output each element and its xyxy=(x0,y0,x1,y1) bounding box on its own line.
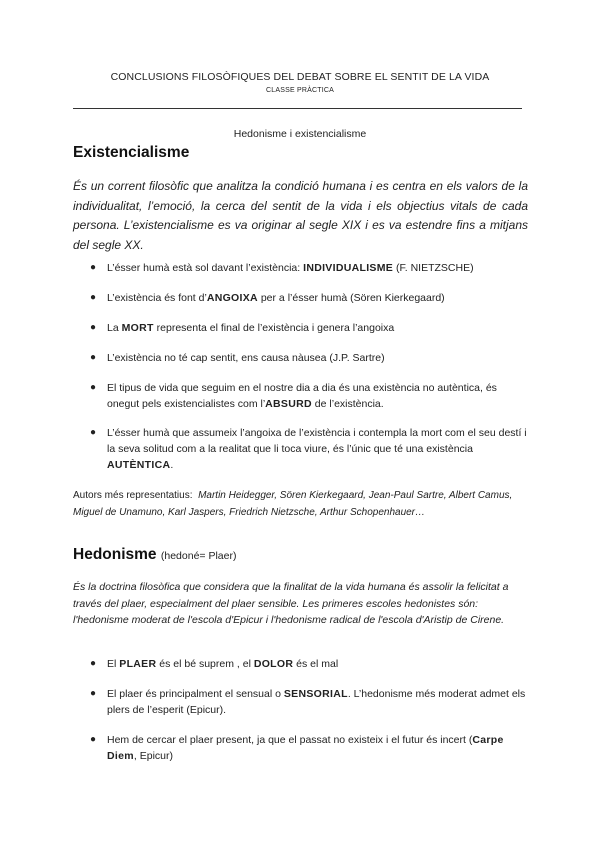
bullet-icon: ● xyxy=(90,382,97,393)
section-heading-existencialisme: Existencialisme xyxy=(73,144,190,161)
topic-subtitle: Hedonisme i existencialisme xyxy=(233,128,367,140)
list-item: ● L’ésser humà que assumeix l’angoixa de l’existència i contempla la mort com el seu destí i la seva solitud com a la realitat que li toca viure, és l’únic que té una existència AUTÈNTICA. xyxy=(90,427,527,471)
bullet-icon: ● xyxy=(90,292,97,303)
list-item: ● El plaer és principalment el sensual o SENSORIAL. L’hedonisme més moderat admet els plers de l’esperit (Epicur). xyxy=(90,688,526,716)
bullet-icon: ● xyxy=(90,427,97,438)
list-item: ● L’existència és font d’ANGOIXA per a l’ésser humà (Sören Kierkegaard) xyxy=(90,292,445,304)
document-title: CONCLUSIONS FILOSÒFIQUES DEL DEBAT SOBRE EL SENTIT DE LA VIDA xyxy=(110,71,490,83)
list-item: ● Hem de cercar el plaer present, ja que el passat no existeix i el futur és incert (Carpe Diem, Epicur) xyxy=(90,734,504,762)
bullet-icon: ● xyxy=(90,352,97,363)
list-item: ● El PLAER és el bé suprem , el DOLOR és el mal xyxy=(90,658,339,670)
heading-note: (hedoné= Plaer) xyxy=(160,550,237,562)
bullet-icon: ● xyxy=(90,322,97,333)
list-item: ● L’ésser humà està sol davant l’existència: INDIVIDUALISME (F. NIETZSCHE) xyxy=(90,262,474,274)
list-item: ● La MORT representa el final de l’existència i genera l’angoixa xyxy=(90,322,395,334)
bullet-icon: ● xyxy=(90,658,97,669)
hedonisme-intro: És la doctrina filosòfica que considera que la finalitat de la vida humana és assolir la felicitat a través del plaer, especialment del plaer sensible. Les primeres escoles hedonistes són: l'hedonisme moderat de l'escola d'Epicur i l'hedonisme radical de l'escola d'Aristip de Cirene. xyxy=(73,581,509,626)
bullet-icon: ● xyxy=(90,262,97,273)
bullet-icon: ● xyxy=(90,734,97,745)
bullet-icon: ● xyxy=(90,688,97,699)
list-item: ● L’existència no té cap sentit, ens causa nàusea (J.P. Sartre) xyxy=(90,352,385,364)
list-item: ● El tipus de vida que seguim en el nostre dia a dia és una existència no autèntica, és onegut pels existencialistes com l’ABSURD de l’existència. xyxy=(90,382,497,410)
representative-authors xyxy=(73,487,528,521)
authors-list: Martin Heidegger, Sören Kierkegaard, Jean-Paul Sartre, Albert Camus, Miguel de Unamuno, Karl Jaspers, Friedrich Nietzsche, Arthur Schopenhauer… xyxy=(73,490,513,518)
document-subtitle: CLASSE PRÀCTICA xyxy=(266,87,334,94)
section-heading-hedonisme: Hedonisme (hedoné= Plaer) xyxy=(73,546,237,563)
header-divider xyxy=(73,108,522,109)
authors-label: Autors més representatius: xyxy=(73,490,193,501)
existencialisme-intro: És un corrent filosòfic que analitza la condició humana i es centra en els valors de la individualitat, l’emoció, la cerca del sentit de la vida i els objectius vitals de cada persona. L’existencialisme es va originar al segle XIX i es va estendre fins a mitjans del segle XX. xyxy=(73,179,528,252)
